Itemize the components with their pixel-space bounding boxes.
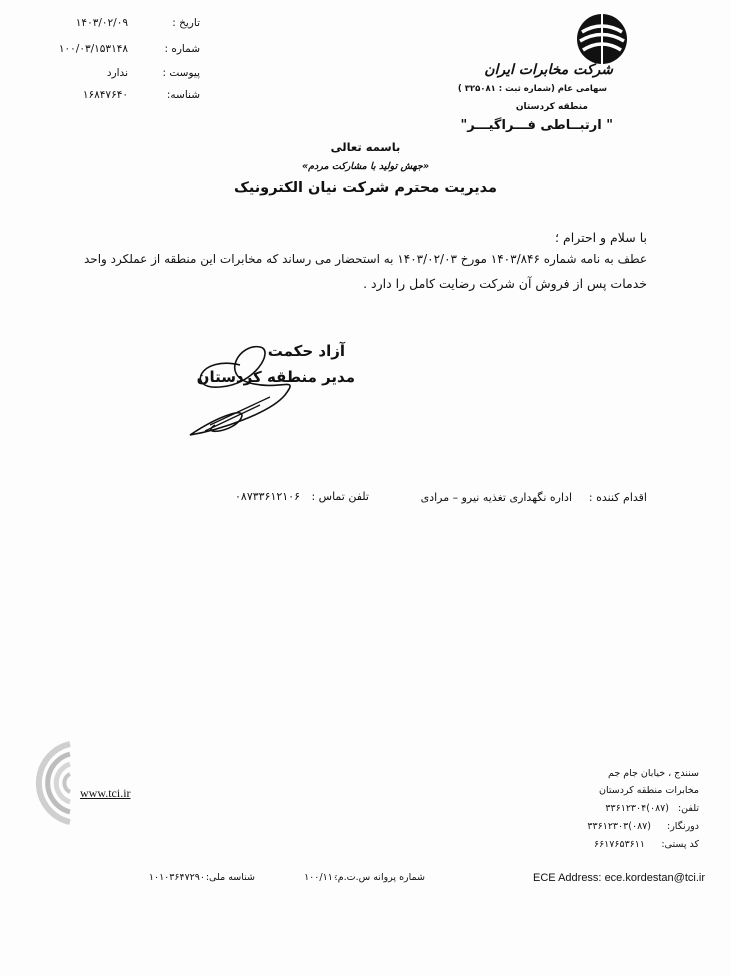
- action-label: اقدام کننده :: [588, 491, 647, 504]
- motto: «جهش تولید با مشارکت مردم»: [301, 161, 430, 172]
- date-label: تاریخ :: [172, 17, 200, 29]
- number-label: شماره :: [164, 43, 200, 55]
- tci-logo-icon: [572, 10, 632, 68]
- greeting: با سلام و احترام ؛: [555, 230, 647, 245]
- postal-code-value: ۶۶۱۷۶۵۳۶۱۱: [593, 839, 645, 850]
- signer-name: آزاد حکمت: [267, 342, 345, 360]
- license-value: ۱۰۰/۱۱۰۰: [304, 872, 343, 883]
- invocation: باسمه تعالی: [330, 140, 401, 154]
- address-line-2: مخابرات منطقه کردستان: [599, 785, 699, 796]
- signer-title: مدیر منطقه کردستان: [196, 368, 355, 386]
- attachment-label: پیوست :: [162, 67, 200, 79]
- id-label: شناسه:: [166, 89, 200, 101]
- footer-phone-value: (۰۸۷)۳۳۶۱۲۳۰۴: [605, 803, 669, 814]
- date-value: ۱۴۰۳/۰۲/۰۹: [75, 17, 128, 29]
- fax-value: (۰۸۷)۳۳۶۱۲۳۰۳: [587, 821, 651, 832]
- contact-phone-label: تلفن تماس :: [311, 490, 369, 503]
- postal-code-label: کد پستی:: [661, 839, 699, 850]
- national-id-label: شناسه ملی:: [205, 872, 255, 883]
- id-value: ۱۶۸۴۷۶۴۰: [82, 89, 128, 101]
- company-logo: [572, 10, 632, 68]
- attachment-value: ندارد: [106, 67, 128, 79]
- body-line-2: خدمات پس از فروش آن شرکت رضایت کامل را دارد .: [363, 276, 647, 291]
- website-link[interactable]: www.tci.ir: [80, 786, 131, 800]
- national-id-value: ۱۰۱۰۳۶۴۷۲۹۰: [148, 872, 205, 883]
- recipient: مدیریت محترم شرکت نیان الکترونیک: [233, 180, 498, 196]
- letter-meta: [40, 18, 200, 108]
- logo-name: شرکت مخابرات ایران: [484, 62, 613, 78]
- contact-phone-value: ۰۸۷۳۳۶۱۲۱۰۶: [235, 490, 300, 503]
- handwritten-signature: [180, 335, 330, 445]
- action-value: اداره نگهداری تغذیه نیرو – مرادی: [420, 491, 572, 504]
- body-line-1: عطف به نامه شماره ۱۴۰۳/۸۴۶ مورخ ۱۴۰۳/۰۲/۰۳ به استحضار می رساند که مخابرات این منطقه از عملکرد واحد: [83, 252, 647, 266]
- license-label: شماره پروانه س.ت.م:: [334, 872, 425, 883]
- footer-phone-label: تلفن:: [677, 803, 699, 814]
- address-line-1: سنندج ، خیابان جام جم: [608, 768, 699, 779]
- region-name: منطقه کردستان: [515, 102, 588, 112]
- fax-label: دورنگار:: [667, 821, 699, 832]
- ece-label: ECE Address:: [533, 872, 602, 884]
- ece-value[interactable]: ece.kordestan@tci.ir: [604, 872, 705, 884]
- company-info: سهامی عام (شماره ثبت : ۳۲۵۰۸۱ ): [457, 84, 607, 94]
- slogan: " ارتبــاطی فـــراگیـــر": [460, 118, 613, 133]
- tci-swirl-icon: [22, 738, 72, 828]
- number-value: ۱۰۰/۰۳/۱۵۳۱۴۸: [58, 43, 128, 55]
- ece-address: [533, 872, 705, 884]
